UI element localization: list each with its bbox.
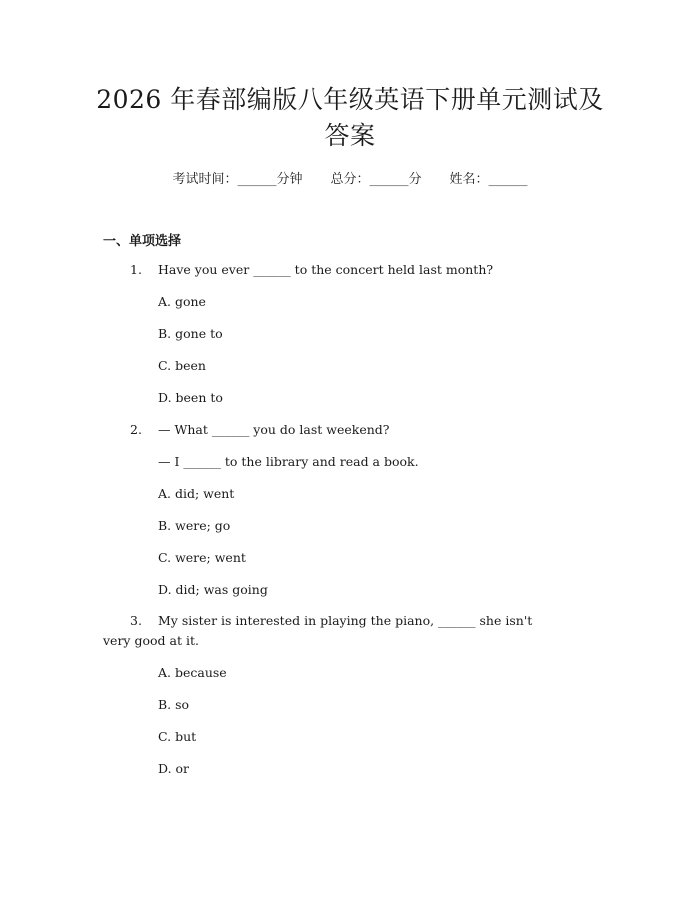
option-a: A. did; went [158,486,235,501]
question-stem-continuation: very good at it. [103,633,199,648]
question-number: 3. [130,613,142,628]
question-stem: — What ______ you do last weekend? [158,422,390,437]
option-a: A. because [158,665,227,680]
document-title [80,82,620,154]
question-number: 2. [130,422,142,437]
section-heading: 一、单项选择 [103,234,182,249]
exam-time-label: 考试时间：______分钟 [172,172,303,187]
option-c: C. but [158,729,197,744]
option-c: C. been [158,358,206,373]
total-score-label: 总分：______分 [330,172,422,187]
question-stem-line-2: — I ______ to the library and read a book. [158,454,419,469]
option-b: B. gone to [158,326,223,341]
question-stem: My sister is interested in playing the piano, ______ she isn't [158,613,533,628]
question-number: 1. [130,262,142,277]
option-d: D. or [158,761,190,776]
option-a: A. gone [158,294,206,309]
option-b: B. so [158,697,190,712]
title-line-2: 答案 [324,121,376,150]
option-b: B. were; go [158,518,231,533]
option-d: D. been to [158,390,223,405]
student-name-label: 姓名：______ [449,172,528,187]
option-c: C. were; went [158,550,246,565]
option-d: D. did; was going [158,582,268,597]
question-stem: Have you ever ______ to the concert held last month? [158,262,494,277]
exam-meta [0,168,700,187]
title-line-1: 2026 年春部编版八年级英语下册单元测试及 [96,85,604,114]
